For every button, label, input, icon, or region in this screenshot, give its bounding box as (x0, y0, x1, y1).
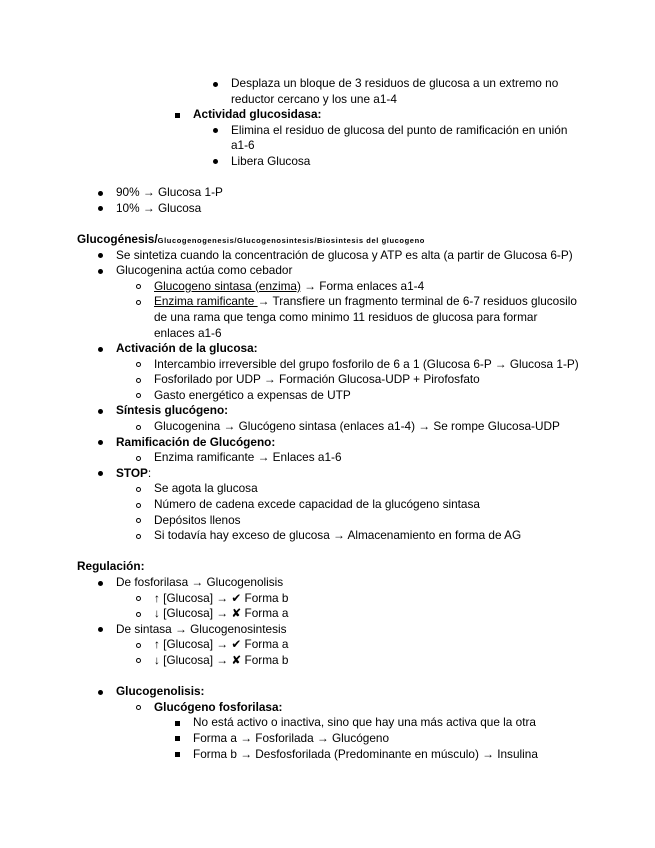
item-term: Enzima ramificante (154, 294, 258, 309)
item-text: Gasto energético a expensas de UTP (154, 387, 351, 402)
list-item (0, 591, 655, 607)
item-text: ↑ [Glucosa] → ✔ Forma a (154, 637, 289, 652)
blank-line (0, 669, 655, 685)
bullet-circle-icon (136, 487, 141, 492)
list-item (0, 263, 655, 279)
item-text: → Forma enlaces a1-4 (300, 278, 425, 293)
list-item (0, 76, 655, 92)
section-synonyms: Glucogenogenesis/Glucogenosintesis/Biosintesis del glucogeno (157, 235, 425, 245)
item-text: Depósitos llenos (154, 512, 241, 527)
list-item (0, 684, 655, 700)
list-item (0, 481, 655, 497)
item-text: ↓ [Glucosa] → ✘ Forma b (154, 652, 289, 667)
list-item (0, 637, 655, 653)
bullet-disc-icon (213, 128, 218, 133)
list-item (0, 403, 655, 419)
item-text: Número de cadena excede capacidad de la glucógeno sintasa (154, 497, 480, 512)
list-item (0, 513, 655, 529)
list-item (0, 201, 655, 217)
bullet-disc-icon (213, 159, 218, 164)
document-body (0, 76, 655, 762)
bullet-circle-icon (136, 378, 141, 383)
bullet-circle-icon (136, 658, 141, 663)
item-heading: Glucogenolisis: (116, 684, 205, 699)
item-heading: Ramificación de Glucógeno: (116, 434, 276, 449)
list-item-continuation (0, 92, 655, 108)
item-text: Elimina el residuo de glucosa del punto de ramificación en unión (231, 122, 568, 137)
item-text: : (147, 465, 152, 480)
item-text: Se agota la glucosa (154, 481, 258, 496)
list-item (0, 653, 655, 669)
item-term: Glucogeno sintasa (enzima) (154, 278, 301, 293)
list-item (0, 497, 655, 513)
item-text: Fosforilado por UDP → Formación Glucosa-UDP + Pirofosfato (154, 372, 480, 387)
item-text: ↑ [Glucosa] → ✔ Forma b (154, 590, 289, 605)
section-heading-regulacion (0, 559, 655, 575)
item-text: a1-6 (231, 138, 255, 153)
bullet-circle-icon (136, 284, 141, 289)
list-item (0, 107, 655, 123)
item-text: enlaces a1-6 (154, 325, 222, 340)
list-item (0, 341, 655, 357)
item-text: Libera Glucosa (231, 153, 311, 168)
list-item (0, 435, 655, 451)
bullet-disc-icon (213, 82, 218, 87)
bullet-circle-icon (136, 705, 141, 710)
bullet-square-icon (175, 113, 180, 118)
list-item (0, 388, 655, 404)
bullet-circle-icon (136, 425, 141, 430)
list-item (0, 185, 655, 201)
item-text: No está activo o inactiva, sino que hay una más activa que la otra (193, 715, 536, 730)
item-heading: Síntesis glucógeno: (116, 403, 229, 418)
item-heading: STOP (116, 465, 148, 480)
bullet-circle-icon (136, 503, 141, 508)
list-item (0, 372, 655, 388)
bullet-disc-icon (98, 191, 103, 196)
bullet-disc-icon (98, 471, 103, 476)
bullet-circle-icon (136, 518, 141, 523)
bullet-disc-icon (98, 627, 103, 632)
blank-line (0, 216, 655, 232)
blank-line (0, 544, 655, 560)
item-heading: Activación de la glucosa: (116, 341, 258, 356)
item-text: Si todavía hay exceso de glucosa → Almacenamiento en forma de AG (154, 528, 522, 543)
list-item (0, 731, 655, 747)
item-text: Intercambio irreversible del grupo fosforilo de 6 a 1 (Glucosa 6-P → Glucosa 1-P) (154, 356, 579, 371)
list-item (0, 248, 655, 264)
list-item (0, 294, 655, 310)
item-text: de una rama que tenga como minimo 11 residuos de glucosa para formar (154, 309, 538, 324)
bullet-disc-icon (98, 440, 103, 445)
item-text: De fosforilasa → Glucogenolisis (116, 575, 284, 589)
bullet-disc-icon (98, 206, 103, 211)
bullet-circle-icon (136, 393, 141, 398)
list-item (0, 747, 655, 763)
bullet-square-icon (175, 721, 180, 726)
list-item (0, 715, 655, 731)
item-text: Desplaza un bloque de 3 residuos de glucosa a un extremo no (231, 76, 559, 90)
item-text: → Transfiere un fragmento terminal de 6-7 residuos glucosilo (257, 294, 577, 309)
list-item (0, 279, 655, 295)
item-heading: Actividad glucosidasa: (193, 107, 322, 122)
bullet-square-icon (175, 736, 180, 741)
list-item (0, 606, 655, 622)
item-heading: Glucógeno fosforilasa: (154, 699, 283, 714)
bullet-circle-icon (136, 534, 141, 539)
bullet-circle-icon (136, 456, 141, 461)
bullet-disc-icon (98, 347, 103, 352)
bullet-circle-icon (136, 643, 141, 648)
list-item (0, 123, 655, 139)
item-text: 10% → Glucosa (116, 200, 202, 215)
list-item-continuation (0, 310, 655, 326)
list-item (0, 450, 655, 466)
item-text: Glucogenina actúa como cebador (116, 263, 293, 278)
bullet-disc-icon (98, 581, 103, 586)
item-text: Forma a → Fosforilada → Glucógeno (193, 730, 390, 745)
list-item-continuation (0, 138, 655, 154)
item-text: De sintasa → Glucogenosintesis (116, 621, 287, 636)
bullet-disc-icon (98, 409, 103, 414)
item-text: Se sintetiza cuando la concentración de glucosa y ATP es alta (a partir de Glucosa 6-P) (116, 247, 573, 262)
list-item-continuation (0, 326, 655, 342)
bullet-square-icon (175, 752, 180, 757)
item-text: ↓ [Glucosa] → ✘ Forma a (154, 606, 289, 621)
bullet-circle-icon (136, 362, 141, 367)
blank-line (0, 170, 655, 186)
bullet-circle-icon (136, 596, 141, 601)
bullet-disc-icon (98, 690, 103, 695)
section-title: Regulación: (77, 559, 145, 574)
bullet-circle-icon (136, 612, 141, 617)
item-text: Glucogenina → Glucógeno sintasa (enlaces a1-4) → Se rompe Glucosa-UDP (154, 419, 560, 434)
bullet-disc-icon (98, 269, 103, 274)
list-item (0, 528, 655, 544)
item-text: 90% → Glucosa 1-P (116, 185, 223, 200)
list-item (0, 357, 655, 373)
list-item (0, 419, 655, 435)
bullet-disc-icon (98, 253, 103, 258)
list-item (0, 466, 655, 482)
section-heading-glucogenesis (0, 232, 655, 248)
list-item (0, 622, 655, 638)
list-item (0, 575, 655, 591)
list-item (0, 154, 655, 170)
item-text: Forma b → Desfosforilada (Predominante en músculo) → Insulina (193, 746, 538, 761)
item-text: reductor cercano y los une a1-4 (231, 91, 397, 106)
list-item (0, 700, 655, 716)
section-title: Glucogénesis/ (77, 231, 158, 246)
bullet-circle-icon (136, 300, 141, 305)
item-text: Enzima ramificante → Enlaces a1-6 (154, 450, 342, 465)
